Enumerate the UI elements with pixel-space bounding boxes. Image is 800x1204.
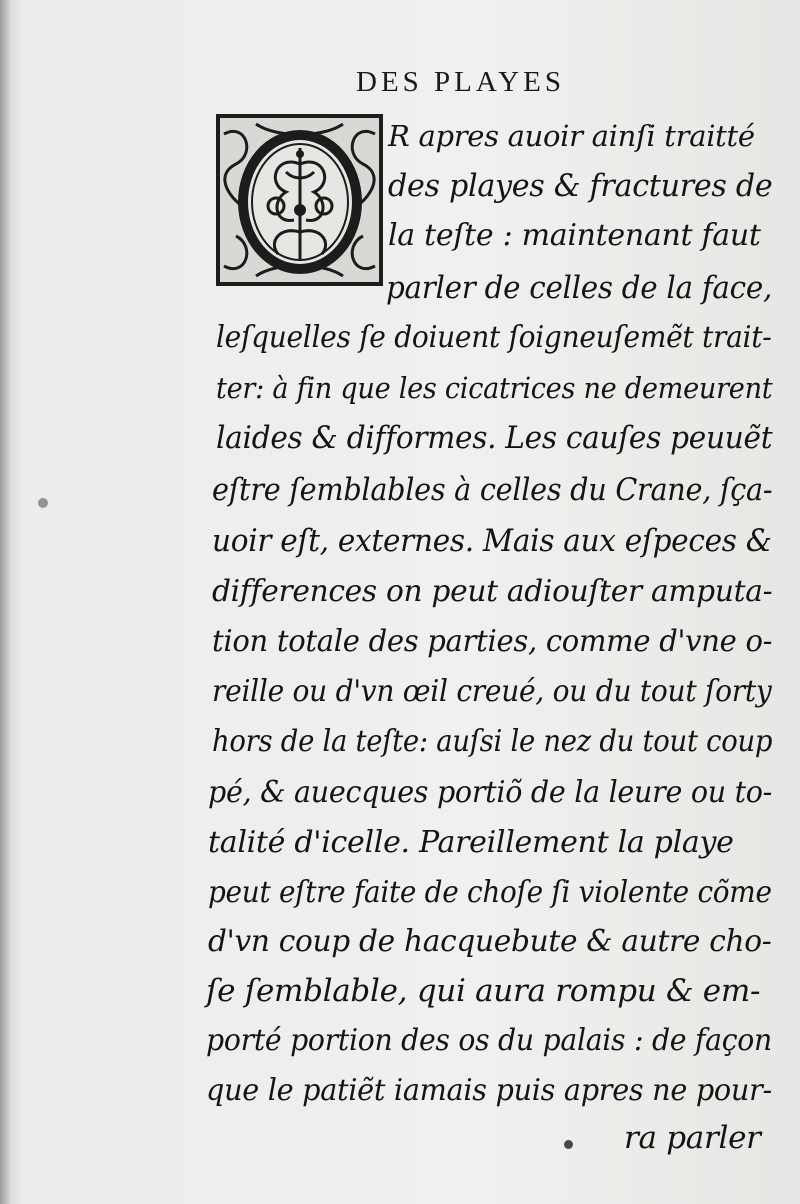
text-line: ſe ſemblable, qui aura rompu & em- <box>206 973 761 1009</box>
catchword: ra parler <box>624 1120 761 1156</box>
text-line: reille ou d'vn œil creué, ou du tout ſorty <box>212 674 772 709</box>
text-line: pé, & auecques portiõ de la leure ou to- <box>208 775 773 810</box>
text-line: R apres auoir ainſi traitté <box>388 119 755 153</box>
text-line: eſtre ſemblables à celles du Crane, ſça- <box>212 472 773 508</box>
text-line: porté portion des os du palais : de façon <box>206 1023 772 1058</box>
running-head: DES PLAYES <box>356 66 565 98</box>
text-line: hors de la teſte: auſsi le nez du tout coup <box>212 724 773 759</box>
text-line: ter: à fin que les cicatrices ne demeurent <box>216 371 773 405</box>
text-line: la teſte : maintenant faut <box>388 218 761 253</box>
text-line: tion totale des parties, comme d'vne o- <box>212 624 773 659</box>
text-line: uoir eſt, externes. Mais aux eſpeces & <box>212 523 772 559</box>
text-line: leſquelles ſe doiuent ſoigneuſemẽt trait- <box>216 320 772 355</box>
ink-spot <box>564 1140 573 1149</box>
text-line: d'vn coup de hacquebute & autre cho- <box>208 924 772 959</box>
text-line: que le patiẽt iamais puis apres ne pour- <box>206 1073 772 1108</box>
ink-spot <box>38 498 48 508</box>
text-line: differences on peut adiouſter amputa- <box>212 574 773 609</box>
text-line: laides & difformes. Les cauſes peuuẽt <box>216 420 773 456</box>
text-line: peut eſtre faite de choſe ſi violente cõme <box>208 875 772 910</box>
text-line: parler de celles de la face, <box>386 270 773 306</box>
text-line: talité d'icelle. Pareillement la playe <box>208 825 734 860</box>
text-line: des playes & fractures de <box>388 168 773 204</box>
